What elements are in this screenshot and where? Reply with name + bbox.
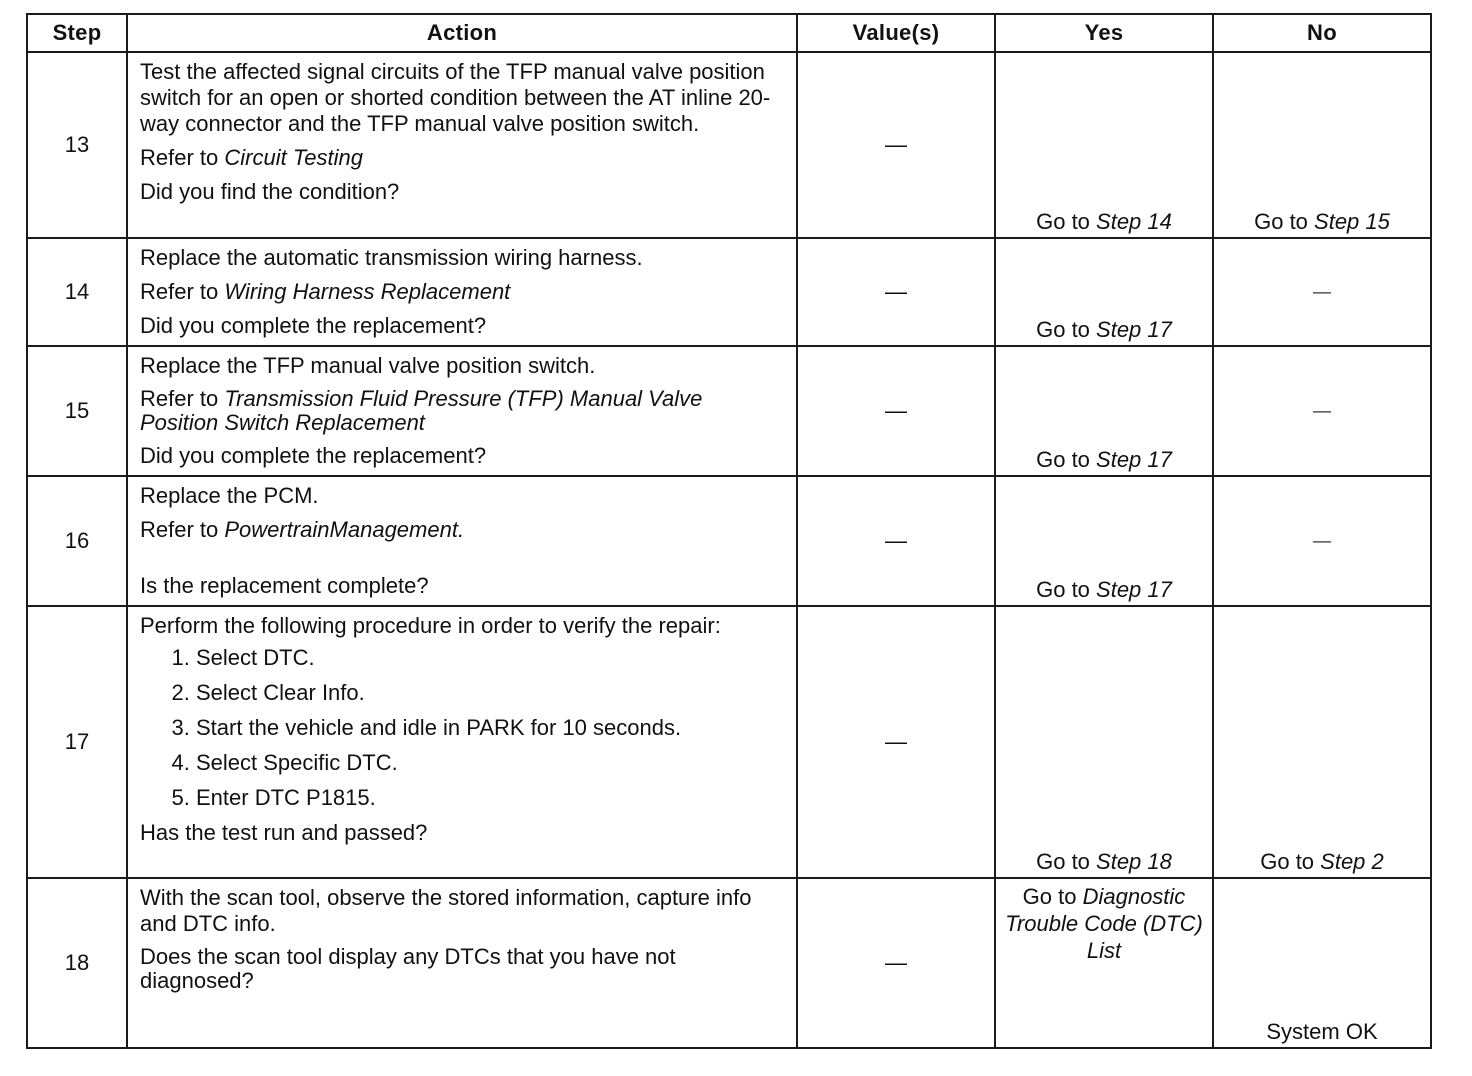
table-row-step-14 — [27, 238, 1431, 346]
yes-cell — [995, 238, 1213, 346]
value-cell: — — [797, 346, 995, 476]
question-text: Does the scan tool display any DTCs that you have not diagnosed? — [140, 944, 676, 993]
yes-goto[interactable] — [996, 209, 1212, 235]
goto-step-link[interactable]: Step 15 — [1314, 209, 1390, 234]
goto-prefix: Go to — [1036, 447, 1097, 472]
action-text: Replace the PCM. — [140, 483, 319, 508]
no-value: — — [1313, 400, 1331, 421]
action-cell — [127, 52, 797, 238]
yes-goto[interactable] — [996, 317, 1212, 343]
question-text: Did you find the condition? — [140, 179, 400, 204]
yes-cell — [995, 346, 1213, 476]
refer-link[interactable]: Wiring Harness Replacement — [224, 279, 511, 304]
question-text: Has the test run and passed? — [140, 820, 428, 845]
procedure-list — [140, 645, 786, 811]
goto-prefix: Go to — [1036, 849, 1097, 874]
no-cell — [1213, 346, 1431, 476]
goto-step-link[interactable]: Step 18 — [1096, 849, 1172, 874]
refer-line — [140, 517, 786, 543]
header-yes: Yes — [995, 14, 1213, 52]
step-number: 15 — [27, 346, 127, 476]
goto-dtc-list-link[interactable]: Diagnostic Trouble Code (DTC) List — [1005, 884, 1203, 963]
procedure-step: 3. Start the vehicle and idle in PARK for 10 seconds. — [196, 715, 786, 741]
no-cell — [1213, 52, 1431, 238]
question-text: Did you complete the replacement? — [140, 313, 487, 338]
table-row-step-17 — [27, 606, 1431, 878]
goto-step-link[interactable]: Step 2 — [1320, 849, 1384, 874]
yes-goto[interactable] — [996, 849, 1212, 875]
step-number: 16 — [27, 476, 127, 606]
refer-link[interactable]: Transmission Fluid Pressure (TFP) Manual Valve Position Switch Replacement — [140, 386, 703, 435]
refer-prefix: Refer to — [140, 145, 225, 170]
action-text: Perform the following procedure in order to verify the repair: — [140, 613, 721, 638]
header-step: Step — [27, 14, 127, 52]
header-action: Action — [127, 14, 797, 52]
step-number: 18 — [27, 878, 127, 1048]
goto-prefix: Go to — [1260, 849, 1321, 874]
refer-prefix: Refer to — [140, 517, 225, 542]
action-text: With the scan tool, observe the stored information, capture info and DTC info. — [140, 885, 752, 936]
yes-cell — [995, 606, 1213, 878]
question-text: Did you complete the replacement? — [140, 443, 487, 468]
no-goto[interactable] — [1214, 849, 1430, 875]
system-ok-text: System OK — [1266, 1019, 1378, 1044]
step-number: 17 — [27, 606, 127, 878]
refer-link[interactable]: PowertrainManagement. — [224, 517, 465, 542]
yes-goto[interactable] — [996, 447, 1212, 473]
yes-cell — [995, 476, 1213, 606]
goto-prefix: Go to — [1022, 884, 1083, 909]
header-no: No — [1213, 14, 1431, 52]
yes-goto[interactable] — [996, 883, 1212, 964]
no-cell — [1213, 878, 1431, 1048]
header-row — [27, 14, 1431, 52]
action-cell — [127, 238, 797, 346]
header-values: Value(s) — [797, 14, 995, 52]
goto-prefix: Go to — [1036, 209, 1097, 234]
value-cell: — — [797, 606, 995, 878]
no-cell — [1213, 606, 1431, 878]
action-cell — [127, 476, 797, 606]
diagnostic-table — [26, 13, 1432, 1049]
yes-goto[interactable] — [996, 577, 1212, 603]
no-cell — [1213, 238, 1431, 346]
goto-step-link[interactable]: Step 17 — [1096, 577, 1172, 602]
procedure-step: 5. Enter DTC P1815. — [196, 785, 786, 811]
yes-cell — [995, 878, 1213, 1048]
no-value: — — [1313, 281, 1331, 302]
action-cell — [127, 606, 797, 878]
action-text: Replace the TFP manual valve position switch. — [140, 353, 596, 378]
refer-line — [140, 145, 786, 171]
refer-line — [140, 387, 786, 435]
value-cell: — — [797, 878, 995, 1048]
procedure-step: 4. Select Specific DTC. — [196, 750, 786, 776]
no-cell — [1213, 476, 1431, 606]
yes-cell — [995, 52, 1213, 238]
step-number: 13 — [27, 52, 127, 238]
procedure-step: 1. Select DTC. — [196, 645, 786, 671]
step-number: 14 — [27, 238, 127, 346]
action-cell — [127, 346, 797, 476]
no-goto[interactable] — [1214, 209, 1430, 235]
goto-step-link[interactable]: Step 17 — [1096, 447, 1172, 472]
no-value: — — [1313, 530, 1331, 551]
action-text: Test the affected signal circuits of the TFP manual valve position switch for an open or shorted condition between the AT inline 20-way connector and the TFP manual valve position switch. — [140, 59, 771, 136]
goto-prefix: Go to — [1036, 317, 1097, 342]
procedure-step: 2. Select Clear Info. — [196, 680, 786, 706]
value-cell: — — [797, 238, 995, 346]
table-row-step-18 — [27, 878, 1431, 1048]
goto-step-link[interactable]: Step 17 — [1096, 317, 1172, 342]
table-row-step-15 — [27, 346, 1431, 476]
table-row-step-16 — [27, 476, 1431, 606]
refer-line — [140, 279, 786, 305]
refer-prefix: Refer to — [140, 386, 225, 411]
table-row-step-13 — [27, 52, 1431, 238]
value-cell: — — [797, 52, 995, 238]
value-cell: — — [797, 476, 995, 606]
refer-prefix: Refer to — [140, 279, 225, 304]
action-cell — [127, 878, 797, 1048]
refer-link[interactable]: Circuit Testing — [224, 145, 363, 170]
question-text: Is the replacement complete? — [140, 573, 429, 598]
goto-prefix: Go to — [1254, 209, 1315, 234]
goto-prefix: Go to — [1036, 577, 1097, 602]
goto-step-link[interactable]: Step 14 — [1096, 209, 1172, 234]
action-text: Replace the automatic transmission wiring harness. — [140, 245, 643, 270]
